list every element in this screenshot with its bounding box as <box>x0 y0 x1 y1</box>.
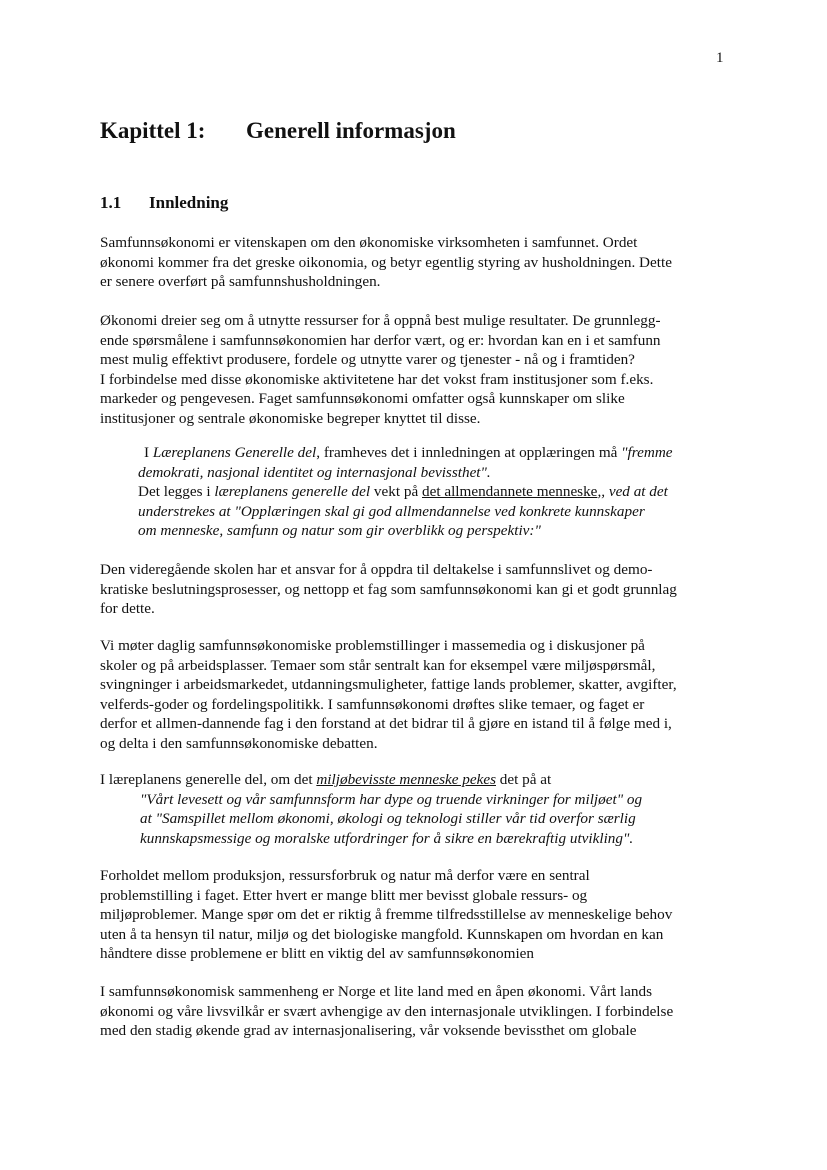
paragraph-line: for dette. <box>100 600 155 617</box>
paragraph-line: er senere overført på samfunnshusholdningen. <box>100 273 381 290</box>
paragraph-line: I forbindelse med disse økonomiske aktivitetene har det vokst fram institusjoner som f.eks. <box>100 370 654 388</box>
quote-title-italic: læreplanens generelle del <box>214 483 371 500</box>
paragraph-4 <box>100 636 677 753</box>
quote-line: demokrati, nasjonal identitet og internasjonal bevissthet". <box>138 463 491 481</box>
paragraph-line: Forholdet mellom produksjon, ressursforbruk og natur må derfor være en sentral <box>100 867 590 884</box>
paragraph-line: svingninger i arbeidsmarkedet, utdanningsmuligheter, fattige lands problemer, skatter, avgifter, <box>100 676 677 693</box>
page-number: 1 <box>716 50 724 66</box>
paragraph-line: Vi møter daglig samfunnsøkonomiske problemstillinger i massemedia og i diskusjoner på <box>100 637 645 654</box>
paragraph-text: I læreplanens generelle del, om det <box>100 771 317 788</box>
paragraph-5 <box>100 770 642 848</box>
paragraph-line: markeder og pengevesen. Faget samfunnsøkonomi omfatter også kunnskaper om slike <box>100 390 625 407</box>
paragraph-line: Den videregående skolen har et ansvar for å oppdra til deltakelse i samfunnslivet og demo- <box>100 561 653 578</box>
paragraph-line: skoler og på arbeidsplasser. Temaer som står sentralt kan for eksempel være miljøspørsmål, <box>100 656 656 674</box>
quote-line: "Vårt levesett og vår samfunnsform har dype og truende virkninger for miljøet" og <box>140 790 643 808</box>
paragraph-line: ende spørsmålene i samfunnsøkonomien har derfor vært, og er: hvordan kan en i et samfunn <box>100 331 661 349</box>
chapter-number: Kapittel 1: <box>100 118 206 143</box>
paragraph-line: uten å ta hensyn til natur, miljø og det biologiske mangfold. Kunnskapen om hvordan en kan <box>100 925 664 943</box>
paragraph-line: institusjoner og sentrale økonomiske begreper knyttet til disse. <box>100 409 481 427</box>
paragraph-6 <box>100 866 672 964</box>
quote-line <box>100 482 673 502</box>
chapter-title <box>100 117 456 145</box>
section-title-text: Innledning <box>149 193 229 212</box>
paragraph-line: miljøproblemer. Mange spør om det er riktig å fremme tilfredsstillelse av menneskelige behov <box>100 906 673 923</box>
quote-italic: ,, ved at det <box>597 483 668 500</box>
paragraph-line: og delta i den samfunnsøkonomiske debatten. <box>100 734 378 752</box>
underlined-term: miljøbevisste menneske pekes <box>316 771 496 788</box>
paragraph-line: Samfunnsøkonomi er vitenskapen om den økonomiske virksomheten i samfunnet. Ordet <box>100 234 638 251</box>
quote-line: at "Samspillet mellom økonomi, økologi og teknologi stiller vår tid overfor særlig <box>140 810 636 827</box>
paragraph-line: problemstilling i faget. Etter hvert er mange blitt mer bevisst globale ressurs- og <box>100 886 588 904</box>
quote-line <box>100 443 673 463</box>
quote-line: kunnskapsmessige og moralske utfordringer for å sikre en bærekraftig utvikling". <box>140 829 634 847</box>
quote-italic: "fremme <box>621 444 673 461</box>
underlined-term: det allmendannete menneske <box>422 483 598 500</box>
paragraph-7 <box>100 982 673 1041</box>
paragraph-line: økonomi og våre livsvilkår er svært avhengige av den internasjonale utviklingen. I forbindelse <box>100 1002 674 1020</box>
curriculum-quote-1 <box>100 443 673 541</box>
chapter-title-text: Generell informasjon <box>246 118 456 143</box>
section-title <box>100 192 228 214</box>
paragraph-line: håndtere disse problemene er blitt en viktig del av samfunnsøkonomien <box>100 945 535 962</box>
paragraph-line: derfor et allmen-dannende fag i den forstand at det bidrar til å gjøre en istand til å følge med i, <box>100 715 672 732</box>
paragraph-line: mest mulig effektivt produsere, fordele og utnytte varer og tjenester - nå og i framtiden? <box>100 351 635 368</box>
paragraph-line: I samfunnsøkonomisk sammenheng er Norge et lite land med en åpen økonomi. Vårt lands <box>100 983 652 1000</box>
paragraph-line: Økonomi dreier seg om å utnytte ressurser for å oppnå best mulige resultater. De grunnlegg- <box>100 312 661 329</box>
paragraph-text: det på at <box>496 771 552 788</box>
paragraph-2 <box>100 311 661 428</box>
quote-text: I <box>144 444 153 461</box>
paragraph-line <box>100 770 642 790</box>
quote-text: Det legges i <box>138 483 215 500</box>
quote-line: understrekes at "Opplæringen skal gi god allmendannelse ved konkrete kunnskaper <box>138 502 645 520</box>
paragraph-line: økonomi kommer fra det greske oikonomia, og betyr egentlig styring av husholdningen. Dette <box>100 253 672 271</box>
quote-text: vekt på <box>370 483 422 500</box>
quote-text: , framheves det i innledningen at opplæringen må <box>316 444 622 461</box>
quote-line: om menneske, samfunn og natur som gir overblikk og perspektiv:" <box>138 522 541 539</box>
paragraph-line: velferds-goder og fordelingspolitikk. I samfunnsøkonomi drøftes slike temaer, og faget er <box>100 695 645 713</box>
section-number: 1.1 <box>100 193 122 212</box>
paragraph-line: med den stadig økende grad av internasjonalisering, vår voksende bevissthet om globale <box>100 1022 637 1039</box>
paragraph-1 <box>100 233 672 292</box>
paragraph-line: kratiske beslutningsprosesser, og nettopp et fag som samfunnsøkonomi kan gi et godt grunnlag <box>100 580 677 598</box>
quote-title-italic: Læreplanens Generelle del <box>152 444 317 461</box>
paragraph-3 <box>100 560 677 619</box>
